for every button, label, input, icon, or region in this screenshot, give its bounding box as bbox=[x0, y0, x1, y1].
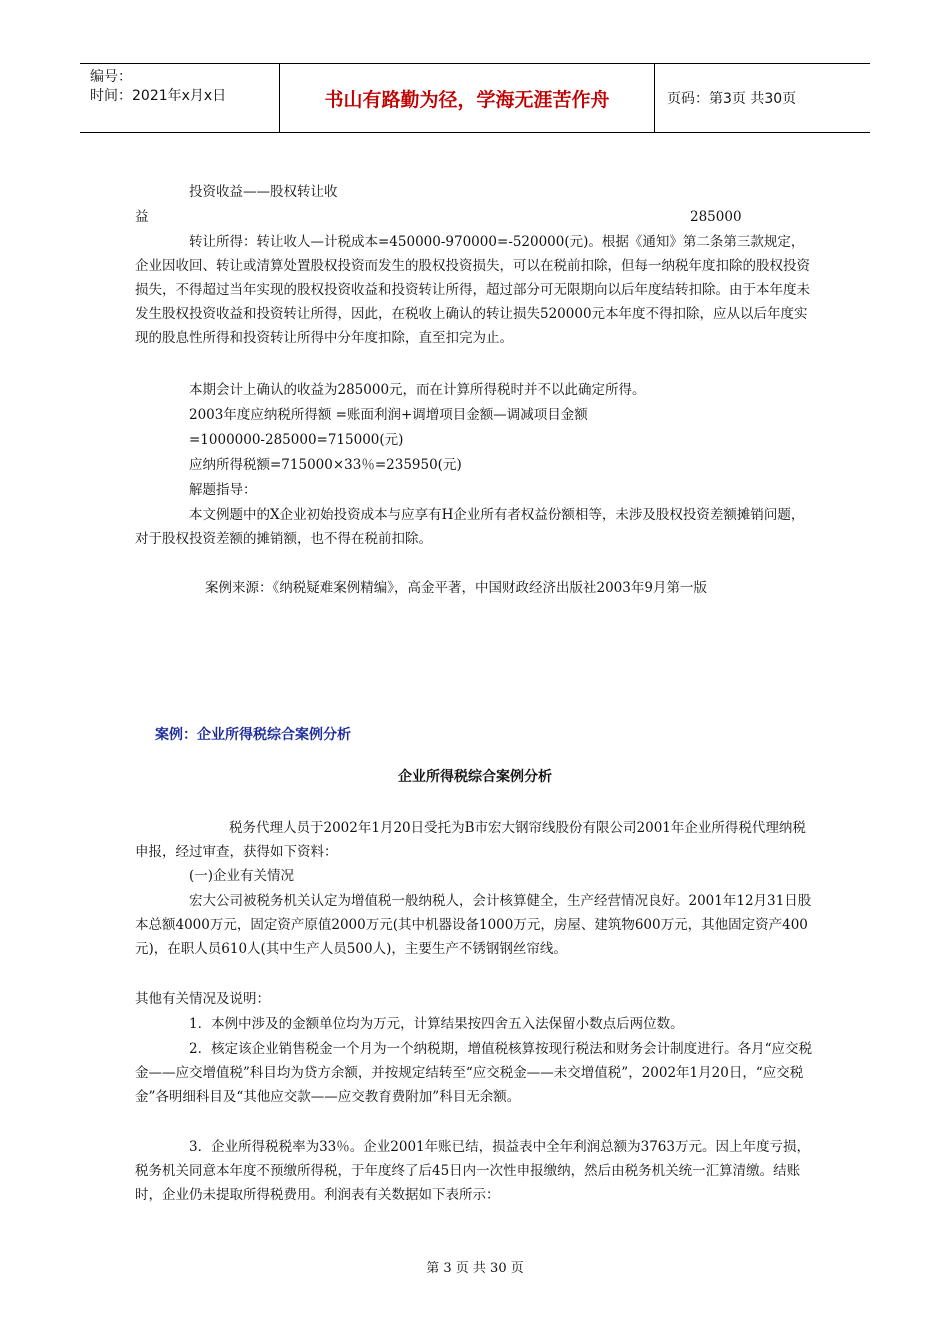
text-line: 2003年度应纳税所得额 =账面利润+调增项目金额—调减项目金额 bbox=[189, 407, 588, 423]
page-header bbox=[80, 63, 870, 133]
text-line: 应纳所得税额=715000×33％=235950(元) bbox=[189, 457, 462, 473]
paragraph-text: 转让所得：转让收人—计税成本=450000-970000=-520000(元)。根据《通知》第二条第三款规定，企业因收回、转让或清算处置股权投资而发生的股权投资损失，可以在税前扣除，但每一纳税年度扣除的股权投资损失，不得超过当年实现的股权投资收益和投资转让所得，超过部分可无限期向以后年度结转扣除。由于本年度未发生股权投资收益和投资转让所得，因此，在税收上确认的转让损失520000元本年度不得扣除，应从以后年度实现的股息性所得和投资转让所得中分年度扣除，直至扣完为止。 bbox=[135, 234, 810, 346]
page-footer: 第 3 页 共 30 页 bbox=[426, 1261, 524, 1276]
number-label: 编号： bbox=[90, 69, 132, 85]
case-source: 案例来源：《纳税疑难案例精编》，高金平著，中国财政经济出版社2003年9月第一版 bbox=[205, 580, 707, 596]
amount-value: 285000 bbox=[690, 209, 742, 225]
paragraph-company bbox=[135, 889, 815, 961]
list-item: 1．本例中涉及的金额单位均为万元，计算结果按四舍五入法保留小数点后两位数。 bbox=[189, 1016, 684, 1032]
paragraph-text: 税务代理人员于2002年1月20日受托为B市宏大钢帘线股份有限公司2001年企业所得税代理纳税申报，经过审查，获得如下资料： bbox=[135, 820, 806, 860]
header-motto: 书山有路勤为径，学海无涯苦作舟 bbox=[280, 64, 655, 132]
text-line: 益 bbox=[135, 209, 149, 225]
text-line: 投资收益——股权转让收 bbox=[189, 184, 338, 200]
header-page-info: 页码：第3页 共30页 bbox=[667, 91, 797, 107]
date-label: 时间：2021年x月x日 bbox=[90, 88, 227, 104]
paragraph-item2 bbox=[135, 1037, 815, 1109]
section-heading: (一)企业有关情况 bbox=[189, 868, 295, 884]
paragraph-text: 3．企业所得税税率为33％。企业2001年账已结，损益表中全年利润总额为3763万元。因上年度亏损，税务机关同意本年度不预缴所得税，于年度终了后45日内一次性申报缴纳，然后由税务机关统一汇算清缴。结账时，企业仍未提取所得税费用。利润表有关数据如下表所示： bbox=[135, 1139, 810, 1203]
header-meta bbox=[80, 64, 280, 132]
section-title: 企业所得税综合案例分析 bbox=[398, 769, 552, 785]
text-line: 解题指导： bbox=[189, 482, 257, 498]
text-line: 其他有关情况及说明： bbox=[135, 991, 270, 1007]
case-heading: 案例：企业所得税综合案例分析 bbox=[155, 727, 351, 743]
paragraph-transfer bbox=[135, 230, 815, 350]
text-line: =1000000-285000=715000(元) bbox=[189, 432, 404, 448]
text-line: 本期会计上确认的收益为285000元，而在计算所得税时并不以此确定所得。 bbox=[189, 382, 646, 398]
paragraph-text: 宏大公司被税务机关认定为增值税一般纳税人，会计核算健全，生产经营情况良好。2001年12月31日股本总额4000万元，固定资产原值2000万元(其中机器设备1000万元，房屋、建筑物600万元，其他固定资产400元)，在职人员610人(其中生产人员500人)，主要生产不锈钢钢丝帘线。 bbox=[135, 893, 812, 957]
paragraph-guide bbox=[135, 503, 815, 551]
paragraph-text: 2．核定该企业销售税金一个月为一个纳税期，增值税核算按现行税法和财务会计制度进行。各月“应交税金——应交增值税”科目均为贷方余额，并按规定结转至“应交税金——未交增值税”，2002年1月20日，“应交税金”各明细科目及“其他应交款——应交教育费附加”科目无余额。 bbox=[135, 1041, 812, 1105]
paragraph-agent bbox=[135, 816, 815, 864]
paragraph-item3 bbox=[135, 1135, 815, 1207]
paragraph-text: 本文例题中的X企业初始投资成本与应享有H企业所有者权益份额相等，未涉及股权投资差额摊销问题，对于股权投资差额的摊销额，也不得在税前扣除。 bbox=[135, 507, 805, 547]
